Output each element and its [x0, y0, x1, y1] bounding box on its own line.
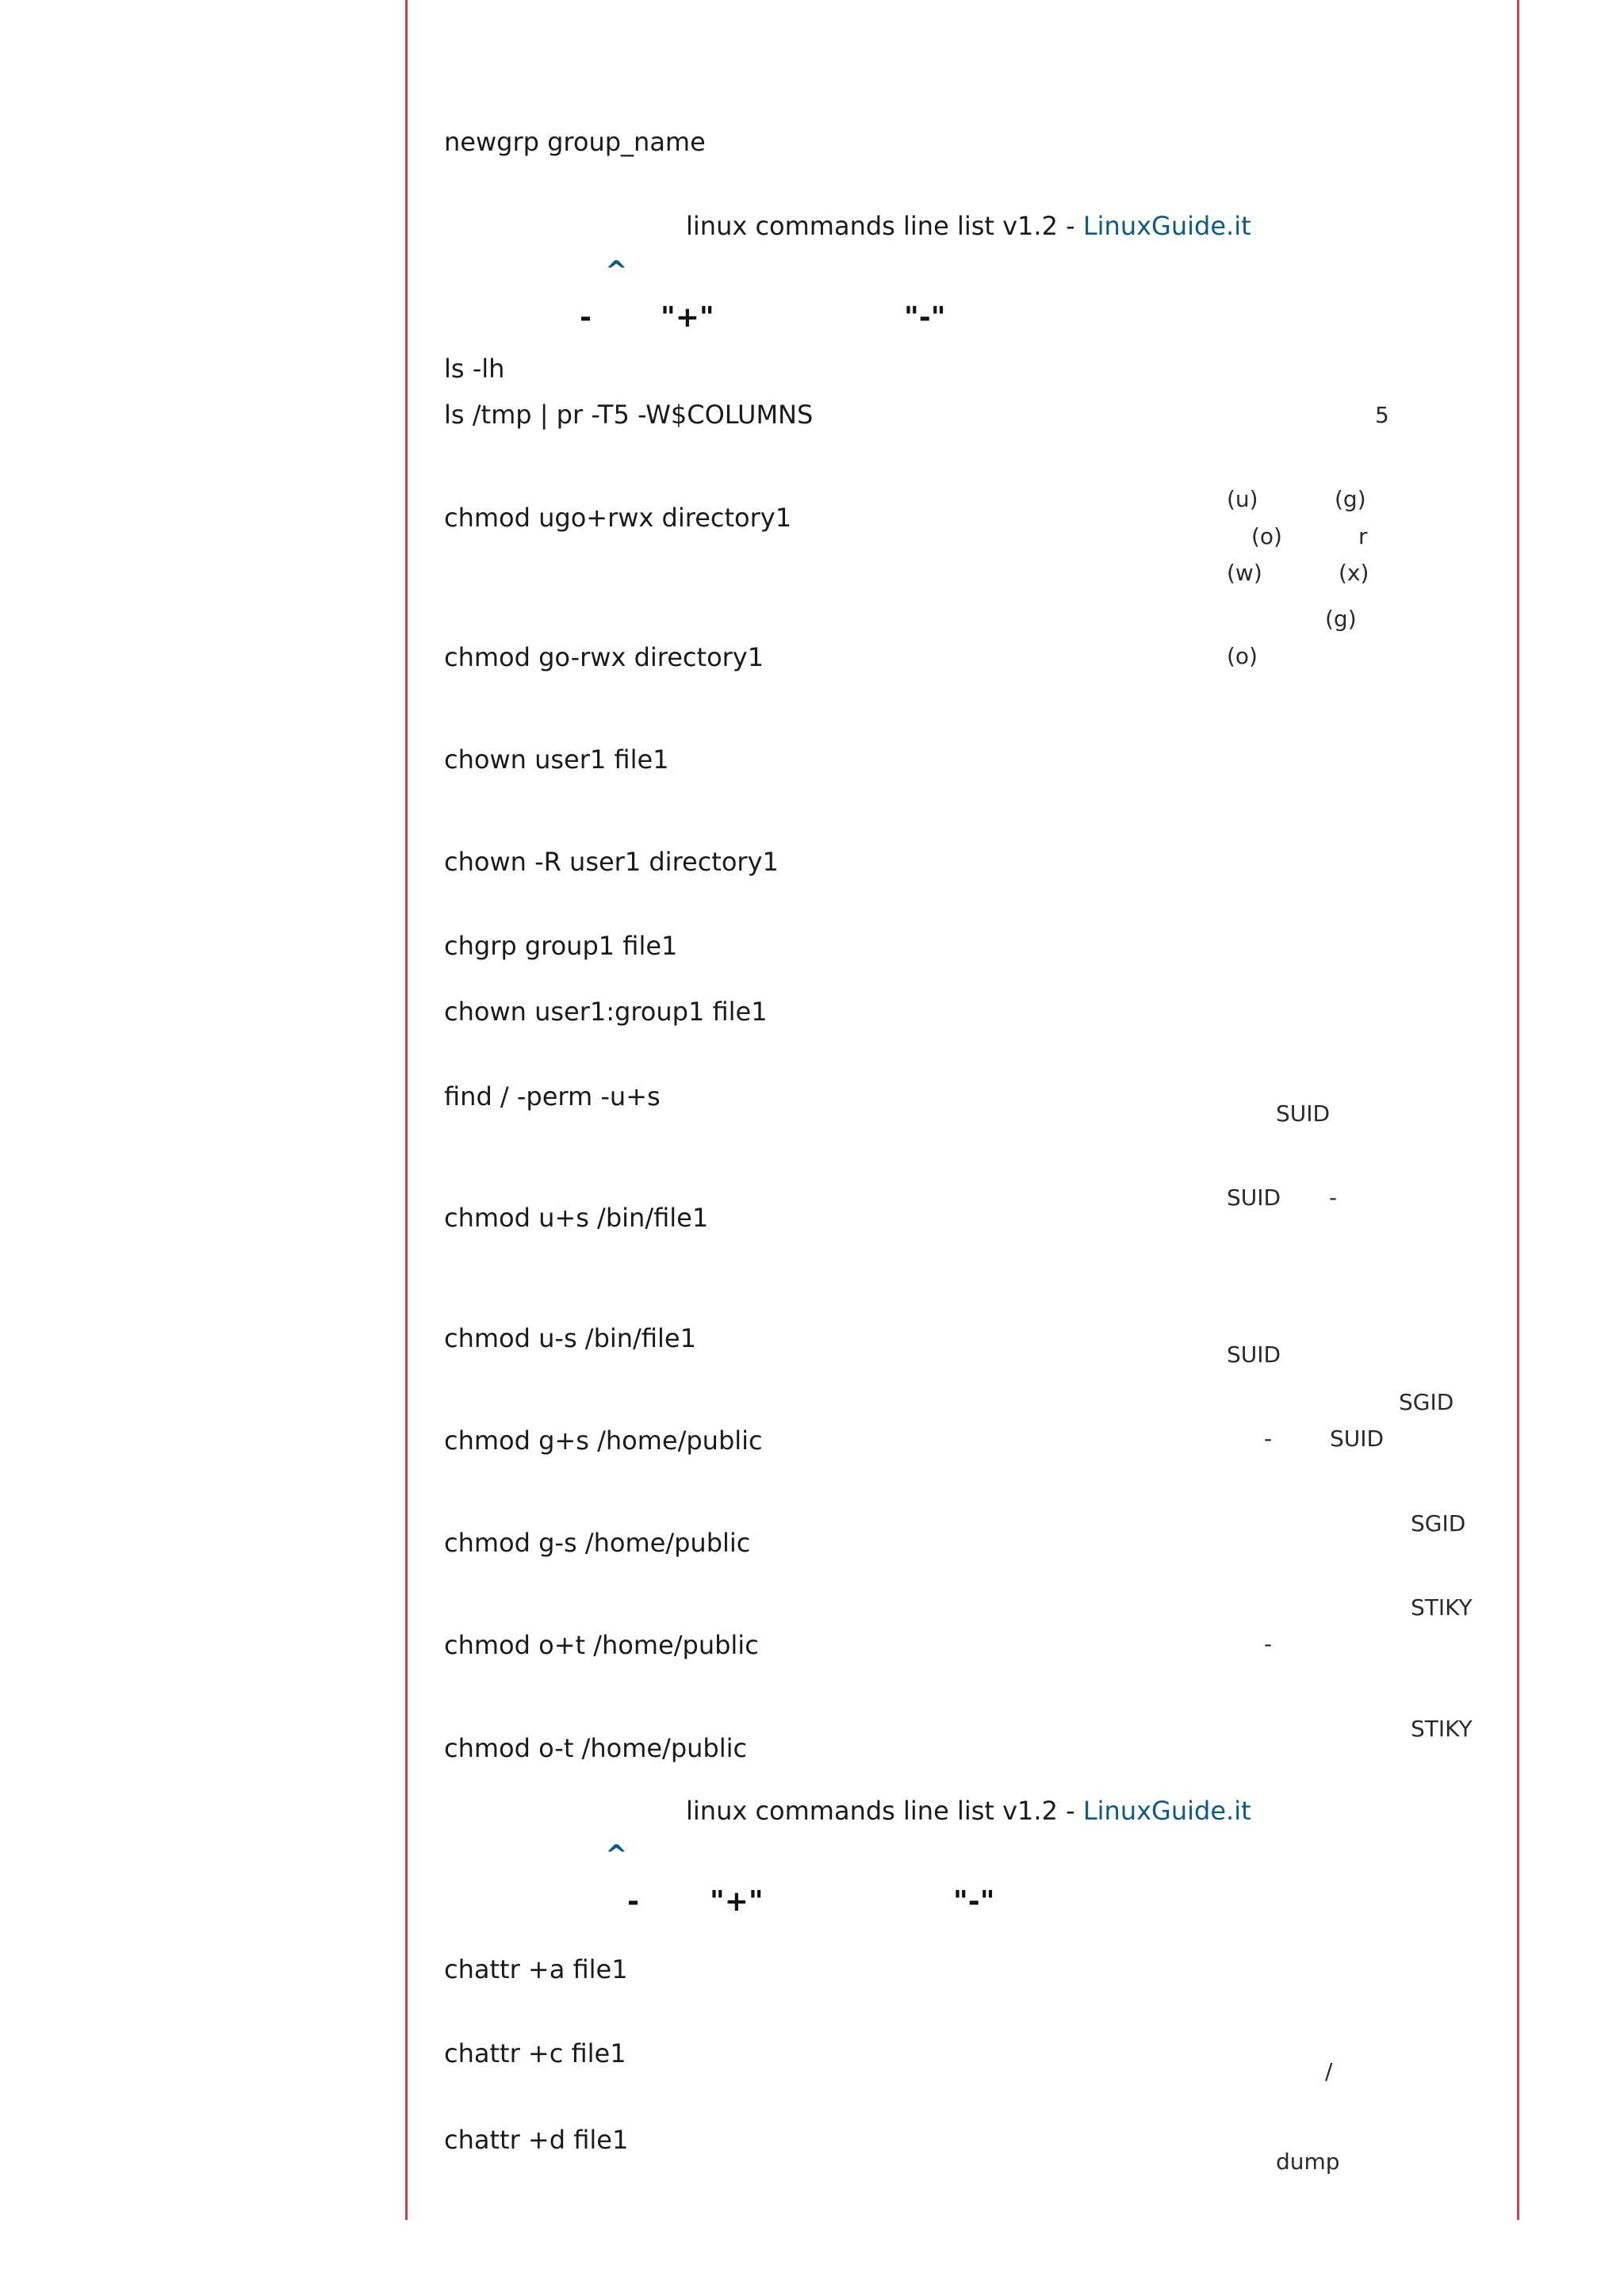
- left-margin-line: [405, 0, 408, 2220]
- command-chmod-ot-minus: chmod o-t /home/public: [444, 1733, 748, 1763]
- note: SUID: [1227, 1184, 1281, 1211]
- note: STIKY: [1411, 1594, 1473, 1621]
- minus-symbol: "-": [953, 1885, 995, 1918]
- note: SUID: [1330, 1425, 1385, 1452]
- plus-symbol: "+": [710, 1885, 764, 1918]
- note: (w): [1227, 560, 1262, 586]
- note: (u): [1227, 486, 1258, 512]
- header-text: linux commands line list v1.2 -: [686, 211, 1083, 241]
- command-chmod-gs-plus: chmod g+s /home/public: [444, 1425, 763, 1456]
- note: STIKY: [1411, 1716, 1473, 1742]
- command-chown-group: chown user1:group1 file1: [444, 997, 768, 1027]
- minus-symbol: "-": [904, 301, 946, 334]
- command-chattr-c: chattr +c file1: [444, 2038, 626, 2068]
- command-chmod-us-plus: chmod u+s /bin/file1: [444, 1203, 709, 1233]
- note: /: [1325, 2058, 1333, 2084]
- command-ls-lh: ls -lh: [444, 354, 505, 384]
- header-link[interactable]: LinuxGuide.it: [1082, 1796, 1251, 1826]
- dash-symbol: -: [627, 1885, 639, 1918]
- command-chown: chown user1 file1: [444, 744, 669, 775]
- section-header: [686, 211, 1251, 241]
- command-chmod-go: chmod go-rwx directory1: [444, 642, 764, 672]
- command-chattr-d: chattr +d file1: [444, 2125, 629, 2155]
- note: (x): [1339, 560, 1369, 586]
- plus-symbol: "+": [661, 301, 714, 334]
- command-chgrp: chgrp group1 file1: [444, 931, 678, 961]
- command-find: find / -perm -u+s: [444, 1081, 661, 1112]
- command-chmod-ugo: chmod ugo+rwx directory1: [444, 503, 792, 533]
- note: SUID: [1276, 1100, 1331, 1127]
- note: SGID: [1399, 1389, 1454, 1415]
- dash-symbol: -: [580, 301, 592, 334]
- note: (o): [1251, 523, 1282, 549]
- command-chown-r: chown -R user1 directory1: [444, 847, 779, 877]
- header-text: linux commands line list v1.2 -: [686, 1796, 1083, 1826]
- command-chattr-a: chattr +a file1: [444, 1954, 628, 1984]
- note: -: [1329, 1184, 1338, 1211]
- note: -: [1264, 1425, 1273, 1452]
- command-chmod-us-minus: chmod u-s /bin/file1: [444, 1323, 696, 1353]
- note: -: [1264, 1631, 1273, 1657]
- caret-icon: ^: [605, 1839, 628, 1871]
- note: SGID: [1411, 1510, 1466, 1536]
- note: dump: [1276, 2149, 1340, 2175]
- note: (g): [1325, 606, 1357, 632]
- caret-icon: ^: [605, 255, 628, 287]
- note: (g): [1335, 486, 1366, 512]
- command-chmod-gs-minus: chmod g-s /home/public: [444, 1528, 751, 1558]
- note: 5: [1375, 402, 1389, 428]
- header-link[interactable]: LinuxGuide.it: [1082, 211, 1251, 241]
- note: (o): [1227, 643, 1258, 669]
- right-margin-line: [1517, 0, 1519, 2220]
- command-ls-pr: ls /tmp | pr -T5 -W$COLUMNS: [444, 400, 814, 430]
- command-chmod-ot-plus: chmod o+t /home/public: [444, 1630, 759, 1660]
- command-newgrp: newgrp group_name: [444, 127, 706, 157]
- note: r: [1358, 523, 1368, 549]
- note: SUID: [1227, 1341, 1281, 1368]
- section-header: [686, 1796, 1251, 1826]
